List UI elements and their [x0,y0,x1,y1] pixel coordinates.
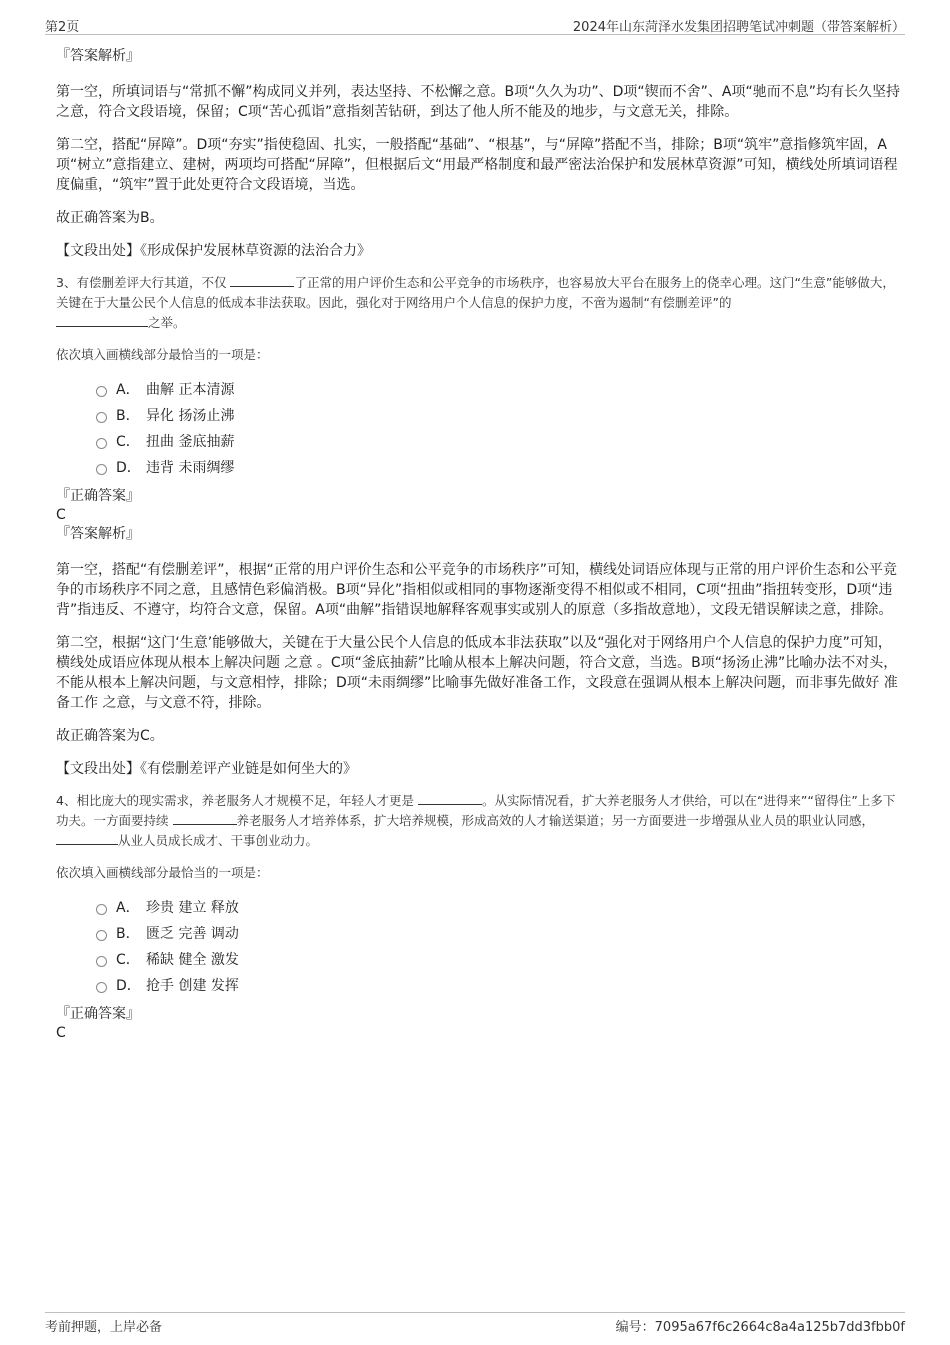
question-stem: 4、相比庞大的现实需求，养老服务人才规模不足，年轻人才更是 。从实际情况看，扩大养老服务人才供给，可以在“进得来”“留得住”上多下功夫。一方面要持续 养老服务人才培养体系，扩大培养规模，形成高效的人才输送渠道；另一方面要进一步增强从业人员的职业认同感， 从业人员成长成才、干事创业动力。 [56,793,896,848]
question-prompt: 依次填入画横线部分最恰当的一项是： [56,347,269,362]
document-body [56,46,900,1043]
correct-answer-title: 『正确答案』 [56,1006,140,1022]
fill-blank [230,274,294,287]
answer-conclusion: 故正确答案为C。 [56,728,164,744]
radio-button[interactable] [96,464,107,475]
page-footer [45,1312,905,1333]
analysis-paragraph: 第一空，所填词语与“常抓不懈”构成同义并列，表达坚持、不松懈之意。B项“久久为功”、D项“锲而不舍”、A项“驰而不息”均有长久坚持之意，符合文段语境，保留；C项“苦心孤诣”意指刻苦钻研，到达了他人所不能及的地步，与文意无关，排除。 [56,84,900,120]
fill-blank [56,832,118,845]
radio-button[interactable] [96,982,107,993]
source-citation: 【文段出处】《形成保护发展林草资源的法治合力》 [56,243,371,259]
radio-button[interactable] [96,412,107,423]
fill-blank [418,792,482,805]
analysis-paragraph: 第二空，根据“这门‘生意’能够做大，关键在于大量公民个人信息的低成本非法获取”以及“强化对于网络用户个人信息的保护力度”可知，横线处成语应体现从根本上解决问题 之意 。C项“釜底抽薪”比喻从根本上解决问题，符合文意，当选。B项“扬汤止沸”比喻办法不对头，不能从根本上解决问题，与文意相悖，排除；D项“未雨绸缪”比喻事先做好准备工作，文段意在强调从根本上解决问题，而非事先做好 准备工作 之意，与文意不符，排除。 [56,635,898,711]
option-b[interactable]: B． 匮乏 完善 调动 [96,921,900,947]
option-a[interactable]: A． 曲解 正本清源 [96,377,900,403]
analysis-paragraph: 第二空，搭配“屏障”。D项“夯实”指使稳固、扎实，一般搭配“基础”、“根基”，与“屏障”搭配不当，排除；B项“筑牢”意指修筑牢固，A项“树立”意指建立、建树，两项均可搭配“屏障”，但根据后文“用最严格制度和最严密法治保护和发展林草资源”可知，横线处所填词语程度偏重，“筑牢”置于此处更符合文段语境，当选。 [56,137,898,193]
option-b[interactable]: B． 异化 扬汤止沸 [96,403,900,429]
page-header [45,14,905,35]
fill-blank [56,314,148,327]
answer-conclusion: 故正确答案为B。 [56,210,164,226]
correct-answer: C [56,1025,66,1041]
radio-button[interactable] [96,386,107,397]
option-a[interactable]: A． 珍贵 建立 释放 [96,895,900,921]
radio-button[interactable] [96,956,107,967]
option-c[interactable]: C． 扭曲 釜底抽薪 [96,429,900,455]
document-id: 编号：7095a67f6c2664c8a4a125b7dd3fbb0f [615,1320,905,1335]
question-prompt: 依次填入画横线部分最恰当的一项是： [56,865,269,880]
correct-answer-title: 『正确答案』 [56,488,140,504]
question-stem: 3、有偿删差评大行其道，不仅 了正常的用户评价生态和公平竞争的市场秩序，也容易放大平台在服务上的侥幸心理。这门“生意”能够做大，关键在于大量公民个人信息的低成本非法获取。因此，强化对于网络用户个人信息的保护力度，不啻为遏制“有偿删差评”的 之举。 [56,275,895,330]
option-c[interactable]: C． 稀缺 健全 激发 [96,947,900,973]
options-list [96,377,900,481]
page-number: 第2页 [45,20,80,35]
analysis-title: 『答案解析』 [56,48,140,64]
option-d[interactable]: D． 违背 未雨绸缪 [96,455,900,481]
correct-answer: C [56,507,66,523]
options-list [96,895,900,999]
footer-slogan: 考前押题，上岸必备 [45,1320,163,1335]
source-citation: 【文段出处】《有偿删差评产业链是如何坐大的》 [56,761,357,777]
fill-blank [173,812,237,825]
option-d[interactable]: D． 抢手 创建 发挥 [96,973,900,999]
radio-button[interactable] [96,904,107,915]
analysis-title: 『答案解析』 [56,526,140,542]
radio-button[interactable] [96,930,107,941]
analysis-paragraph: 第一空，搭配“有偿删差评”，根据“正常的用户评价生态和公平竞争的市场秩序”可知，横线处词语应体现与正常的用户评价生态和公平竞争的市场秩序不同之意，且感情色彩偏消极。B项“异化”指相似或相同的事物逐渐变得不相似或不相同，C项“扭曲”指扭转变形，D项“违背”指违反、不遵守，均符合文意，保留。A项“曲解”指错误地解释客观事实或别人的原意（多指故意地），文段无错误解读之意，排除。 [56,562,898,618]
radio-button[interactable] [96,438,107,449]
document-title: 2024年山东菏泽水发集团招聘笔试冲刺题（带答案解析） [572,20,905,35]
